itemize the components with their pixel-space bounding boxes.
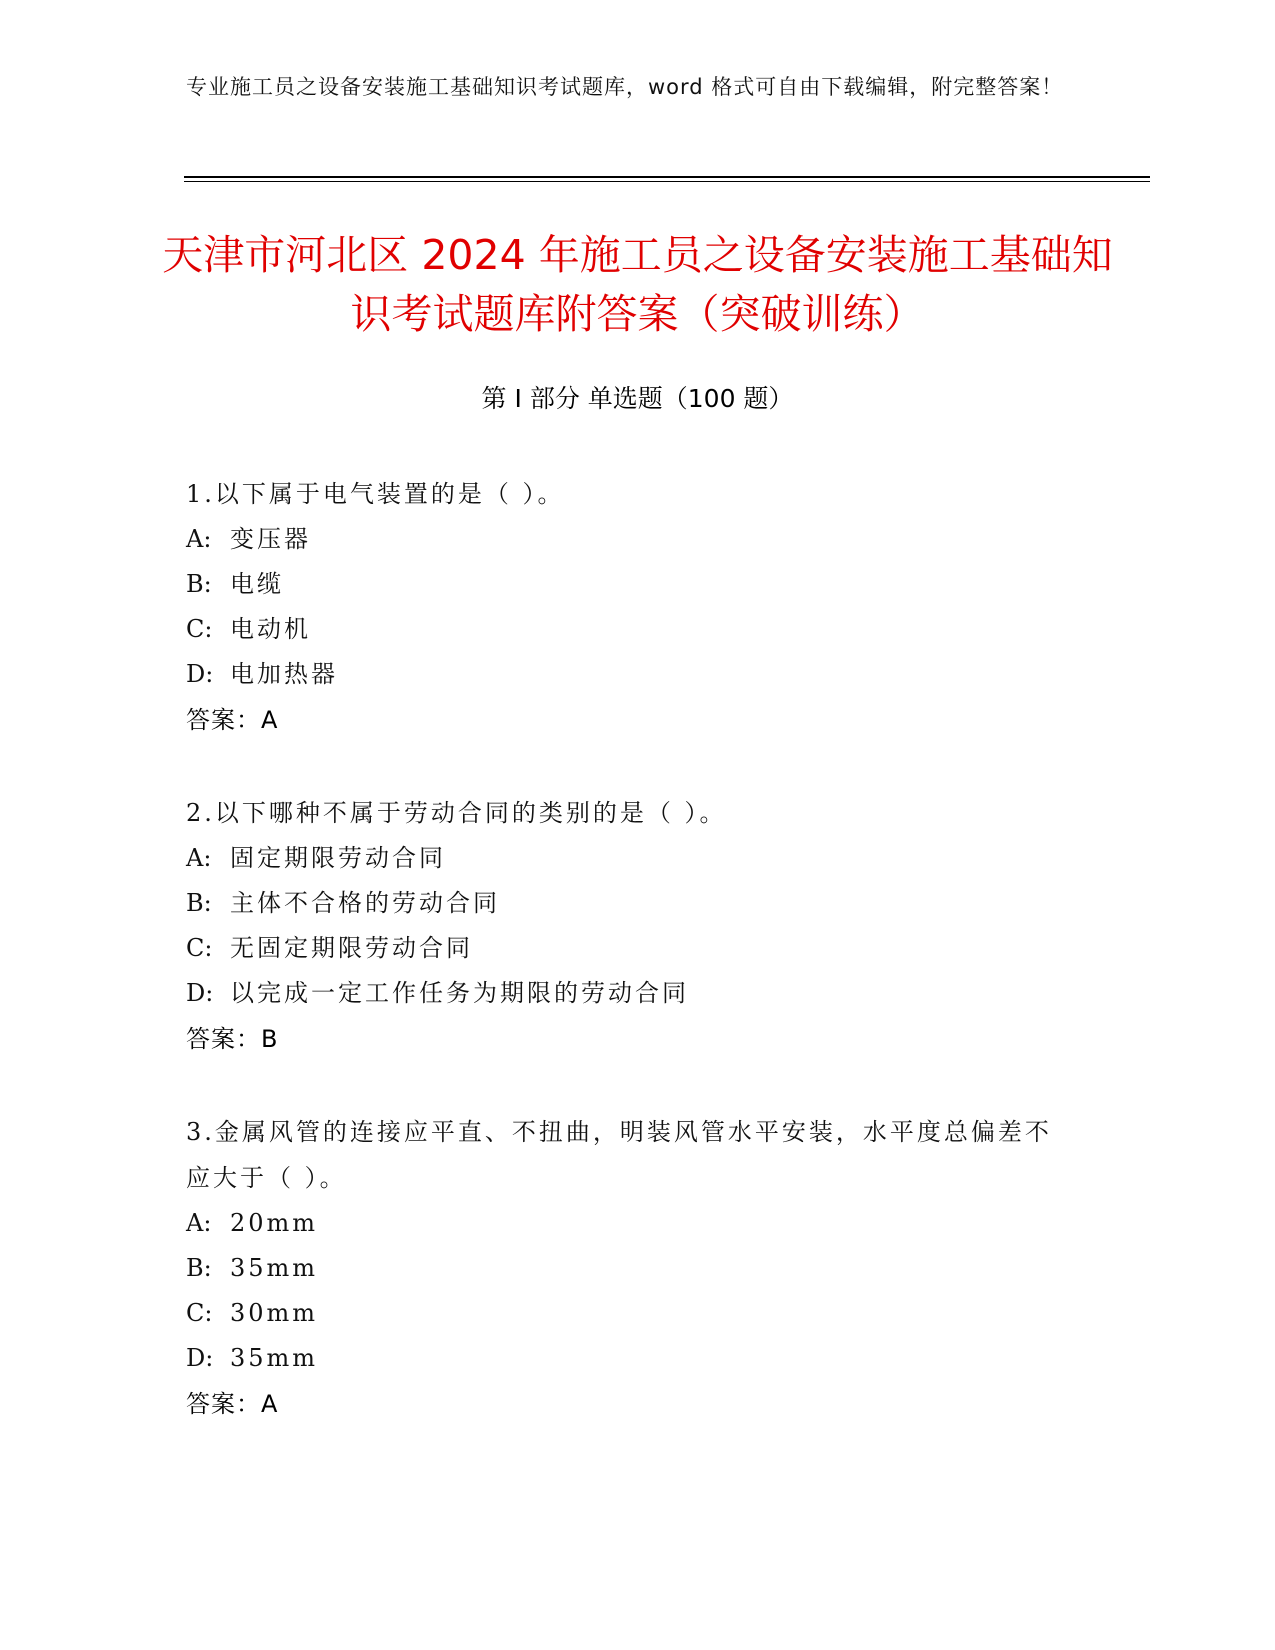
- question-stem: 1.以下属于电气装置的是（ ）。: [186, 480, 565, 508]
- option-text: 30mm: [230, 1299, 319, 1327]
- option-a: [186, 517, 1066, 562]
- question-3: [186, 1109, 1066, 1427]
- option-key: D:: [186, 660, 214, 688]
- header-rule-thick: [184, 176, 1150, 178]
- option-b: [186, 562, 1066, 607]
- option-c: [186, 926, 1066, 971]
- option-b: [186, 1246, 1066, 1291]
- answer-line: 答案：A: [186, 1390, 279, 1418]
- header-note: 专业施工员之设备安装施工基础知识考试题库，word 格式可自由下载编辑，附完整答案！: [186, 75, 1064, 99]
- option-a: [186, 836, 1066, 881]
- option-key: D:: [186, 1344, 214, 1372]
- option-text: 35mm: [230, 1254, 319, 1282]
- option-text: 电加热器: [230, 660, 338, 688]
- option-text: 35mm: [230, 1344, 319, 1372]
- option-text: 固定期限劳动合同: [230, 844, 446, 872]
- option-a: [186, 1201, 1066, 1246]
- option-key: B:: [186, 570, 212, 598]
- option-d: [186, 652, 1066, 697]
- option-key: C:: [186, 1299, 213, 1327]
- option-text: 主体不合格的劳动合同: [230, 889, 500, 917]
- question-stem: 2.以下哪种不属于劳动合同的类别的是（ ）。: [186, 799, 727, 827]
- option-key: B:: [186, 1254, 212, 1282]
- question-2: [186, 790, 1066, 1062]
- document-title: 天津市河北区 2024 年施工员之设备安装施工基础知识考试题库附答案（突破训练）: [162, 231, 1113, 338]
- option-key: B:: [186, 889, 212, 917]
- option-text: 变压器: [230, 525, 311, 553]
- option-text: 以完成一定工作任务为期限的劳动合同: [230, 979, 689, 1007]
- option-text: 20mm: [230, 1209, 319, 1237]
- option-c: [186, 607, 1066, 652]
- section-heading: 第 I 部分 单选题（100 题）: [481, 384, 794, 413]
- option-key: A:: [186, 844, 212, 872]
- option-text: 电缆: [230, 570, 284, 598]
- option-text: 无固定期限劳动合同: [230, 934, 473, 962]
- option-key: A:: [186, 525, 212, 553]
- option-key: C:: [186, 934, 213, 962]
- option-b: [186, 881, 1066, 926]
- question-1: [186, 471, 1066, 743]
- answer-line: 答案：B: [186, 1025, 279, 1053]
- option-key: A:: [186, 1209, 212, 1237]
- option-d: [186, 1336, 1066, 1381]
- header-rule-thin: [184, 181, 1150, 182]
- option-c: [186, 1291, 1066, 1336]
- option-key: D:: [186, 979, 214, 1007]
- answer-line: 答案：A: [186, 706, 279, 734]
- option-d: [186, 971, 1066, 1016]
- option-key: C:: [186, 615, 213, 643]
- question-stem: 3.金属风管的连接应平直、不扭曲，明装风管水平安装，水平度总偏差不应大于（ ）。: [186, 1118, 1052, 1192]
- option-text: 电动机: [230, 615, 311, 643]
